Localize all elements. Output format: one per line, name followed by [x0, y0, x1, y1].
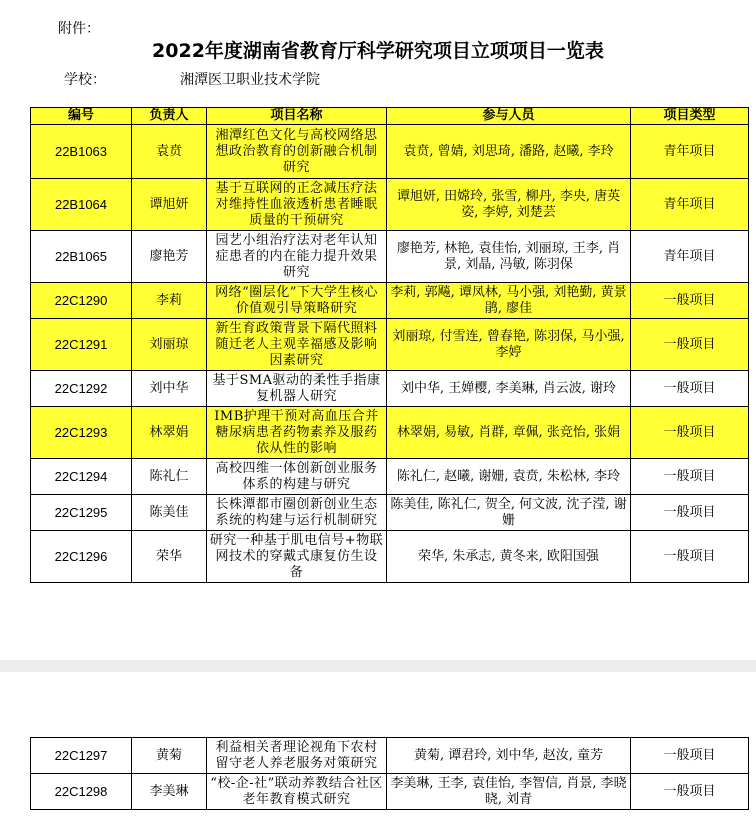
cell-project: 湘潭红色文化与高校网络思想政治教育的创新融合机制研究 [207, 125, 387, 179]
table-header-row [31, 108, 749, 125]
table-row [31, 371, 749, 407]
cell-type: 一般项目 [631, 459, 749, 495]
project-table-continued [30, 737, 749, 810]
cell-type: 一般项目 [631, 283, 749, 319]
table-row [31, 459, 749, 495]
cell-leader: 刘丽琼 [132, 319, 207, 371]
cell-type: 一般项目 [631, 319, 749, 371]
cell-project: 利益相关者理论视角下农村留守老人养老服务对策研究 [207, 738, 387, 774]
cell-members: 陈美佳, 陈礼仁, 贺全, 何文波, 沈子滢, 谢姗 [387, 495, 631, 531]
header-type: 项目类型 [631, 108, 749, 125]
cell-code: 22C1297 [31, 738, 132, 774]
cell-members: 李美琳, 王李, 袁佳怡, 李智信, 肖景, 李晓晓, 刘青 [387, 774, 631, 810]
cell-members: 廖艳芳, 林艳, 袁佳怡, 刘丽琼, 王李, 肖景, 刘晶, 冯敏, 陈羽保 [387, 231, 631, 283]
cell-project: IMB护理干预对高血压合并糖尿病患者药物素养及服药依从性的影响 [207, 407, 387, 459]
cell-project: 长株潭都市圈创新创业生态系统的构建与运行机制研究 [207, 495, 387, 531]
header-members: 参与人员 [387, 108, 631, 125]
cell-leader: 廖艳芳 [132, 231, 207, 283]
cell-members: 黄菊, 谭君玲, 刘中华, 赵汝, 童芳 [387, 738, 631, 774]
table-row [31, 319, 749, 371]
table-row [31, 125, 749, 179]
cell-type: 一般项目 [631, 407, 749, 459]
cell-type: 青年项目 [631, 125, 749, 179]
cell-type: 一般项目 [631, 774, 749, 810]
cell-code: 22B1065 [31, 231, 132, 283]
cell-project: 园艺小组治疗法对老年认知症患者的内在能力提升效果研究 [207, 231, 387, 283]
school-name: 湘潭医卫职业技术学院 [180, 72, 320, 88]
cell-leader: 黄菊 [132, 738, 207, 774]
cell-leader: 刘中华 [132, 371, 207, 407]
cell-code: 22C1290 [31, 283, 132, 319]
cell-leader: 荣华 [132, 531, 207, 583]
cell-leader: 陈礼仁 [132, 459, 207, 495]
cell-members: 刘中华, 王婵樱, 李美琳, 肖云波, 谢玲 [387, 371, 631, 407]
page-break [0, 660, 756, 672]
cell-project: 基于互联网的正念减压疗法对维持性血液透析患者睡眠质量的干预研究 [207, 179, 387, 231]
cell-code: 22C1295 [31, 495, 132, 531]
cell-members: 林翠娟, 易敏, 肖群, 章佩, 张竞怡, 张娟 [387, 407, 631, 459]
cell-leader: 陈美佳 [132, 495, 207, 531]
cell-members: 袁贲, 曾婧, 刘思琦, 潘路, 赵曦, 李玲 [387, 125, 631, 179]
cell-code: 22C1291 [31, 319, 132, 371]
page-title: 2022年度湖南省教育厅科学研究项目立项项目一览表 [152, 40, 604, 62]
cell-project: “校-企-社”联动养教结合社区老年教育模式研究 [207, 774, 387, 810]
table-row [31, 231, 749, 283]
cell-code: 22C1296 [31, 531, 132, 583]
cell-type: 一般项目 [631, 738, 749, 774]
cell-type: 青年项目 [631, 231, 749, 283]
cell-members: 刘丽琼, 付雪连, 曾春艳, 陈羽保, 马小强, 李婷 [387, 319, 631, 371]
header-project: 项目名称 [207, 108, 387, 125]
cell-members: 谭旭妍, 田嫦玲, 张雪, 柳丹, 李央, 唐英姿, 李婷, 刘楚芸 [387, 179, 631, 231]
cell-leader: 谭旭妍 [132, 179, 207, 231]
cell-members: 陈礼仁, 赵曦, 谢姗, 袁贲, 朱松林, 李玲 [387, 459, 631, 495]
cell-project: 网络“圈层化”下大学生核心价值观引导策略研究 [207, 283, 387, 319]
table-row [31, 495, 749, 531]
cell-project: 研究一种基于肌电信号+物联网技术的穿戴式康复仿生设备 [207, 531, 387, 583]
cell-project: 新生育政策背景下隔代照料随迁老人主观幸福感及影响因素研究 [207, 319, 387, 371]
cell-leader: 林翠娟 [132, 407, 207, 459]
attachment-label: 附件： [58, 21, 100, 37]
cell-type: 一般项目 [631, 495, 749, 531]
cell-code: 22C1294 [31, 459, 132, 495]
cell-leader: 李莉 [132, 283, 207, 319]
header-leader: 负责人 [132, 108, 207, 125]
cell-code: 22B1064 [31, 179, 132, 231]
school-label: 学校： [64, 72, 106, 88]
header-code: 编号 [31, 108, 132, 125]
cell-type: 青年项目 [631, 179, 749, 231]
cell-code: 22B1063 [31, 125, 132, 179]
cell-members: 李莉, 郭飚, 谭凤林, 马小强, 刘艳勤, 黄景鹃, 廖佳 [387, 283, 631, 319]
cell-code: 22C1298 [31, 774, 132, 810]
table-row [31, 407, 749, 459]
table-row [31, 283, 749, 319]
cell-code: 22C1293 [31, 407, 132, 459]
cell-members: 荣华, 朱承志, 黄冬来, 欧阳国强 [387, 531, 631, 583]
project-table [30, 107, 749, 583]
cell-code: 22C1292 [31, 371, 132, 407]
table-row [31, 531, 749, 583]
cell-type: 一般项目 [631, 531, 749, 583]
cell-leader: 李美琳 [132, 774, 207, 810]
cell-project: 高校四维一体创新创业服务体系的构建与研究 [207, 459, 387, 495]
table-row [31, 179, 749, 231]
cell-type: 一般项目 [631, 371, 749, 407]
cell-project: 基于SMA驱动的柔性手指康复机器人研究 [207, 371, 387, 407]
table-row [31, 738, 749, 774]
table-row [31, 774, 749, 810]
cell-leader: 袁贲 [132, 125, 207, 179]
